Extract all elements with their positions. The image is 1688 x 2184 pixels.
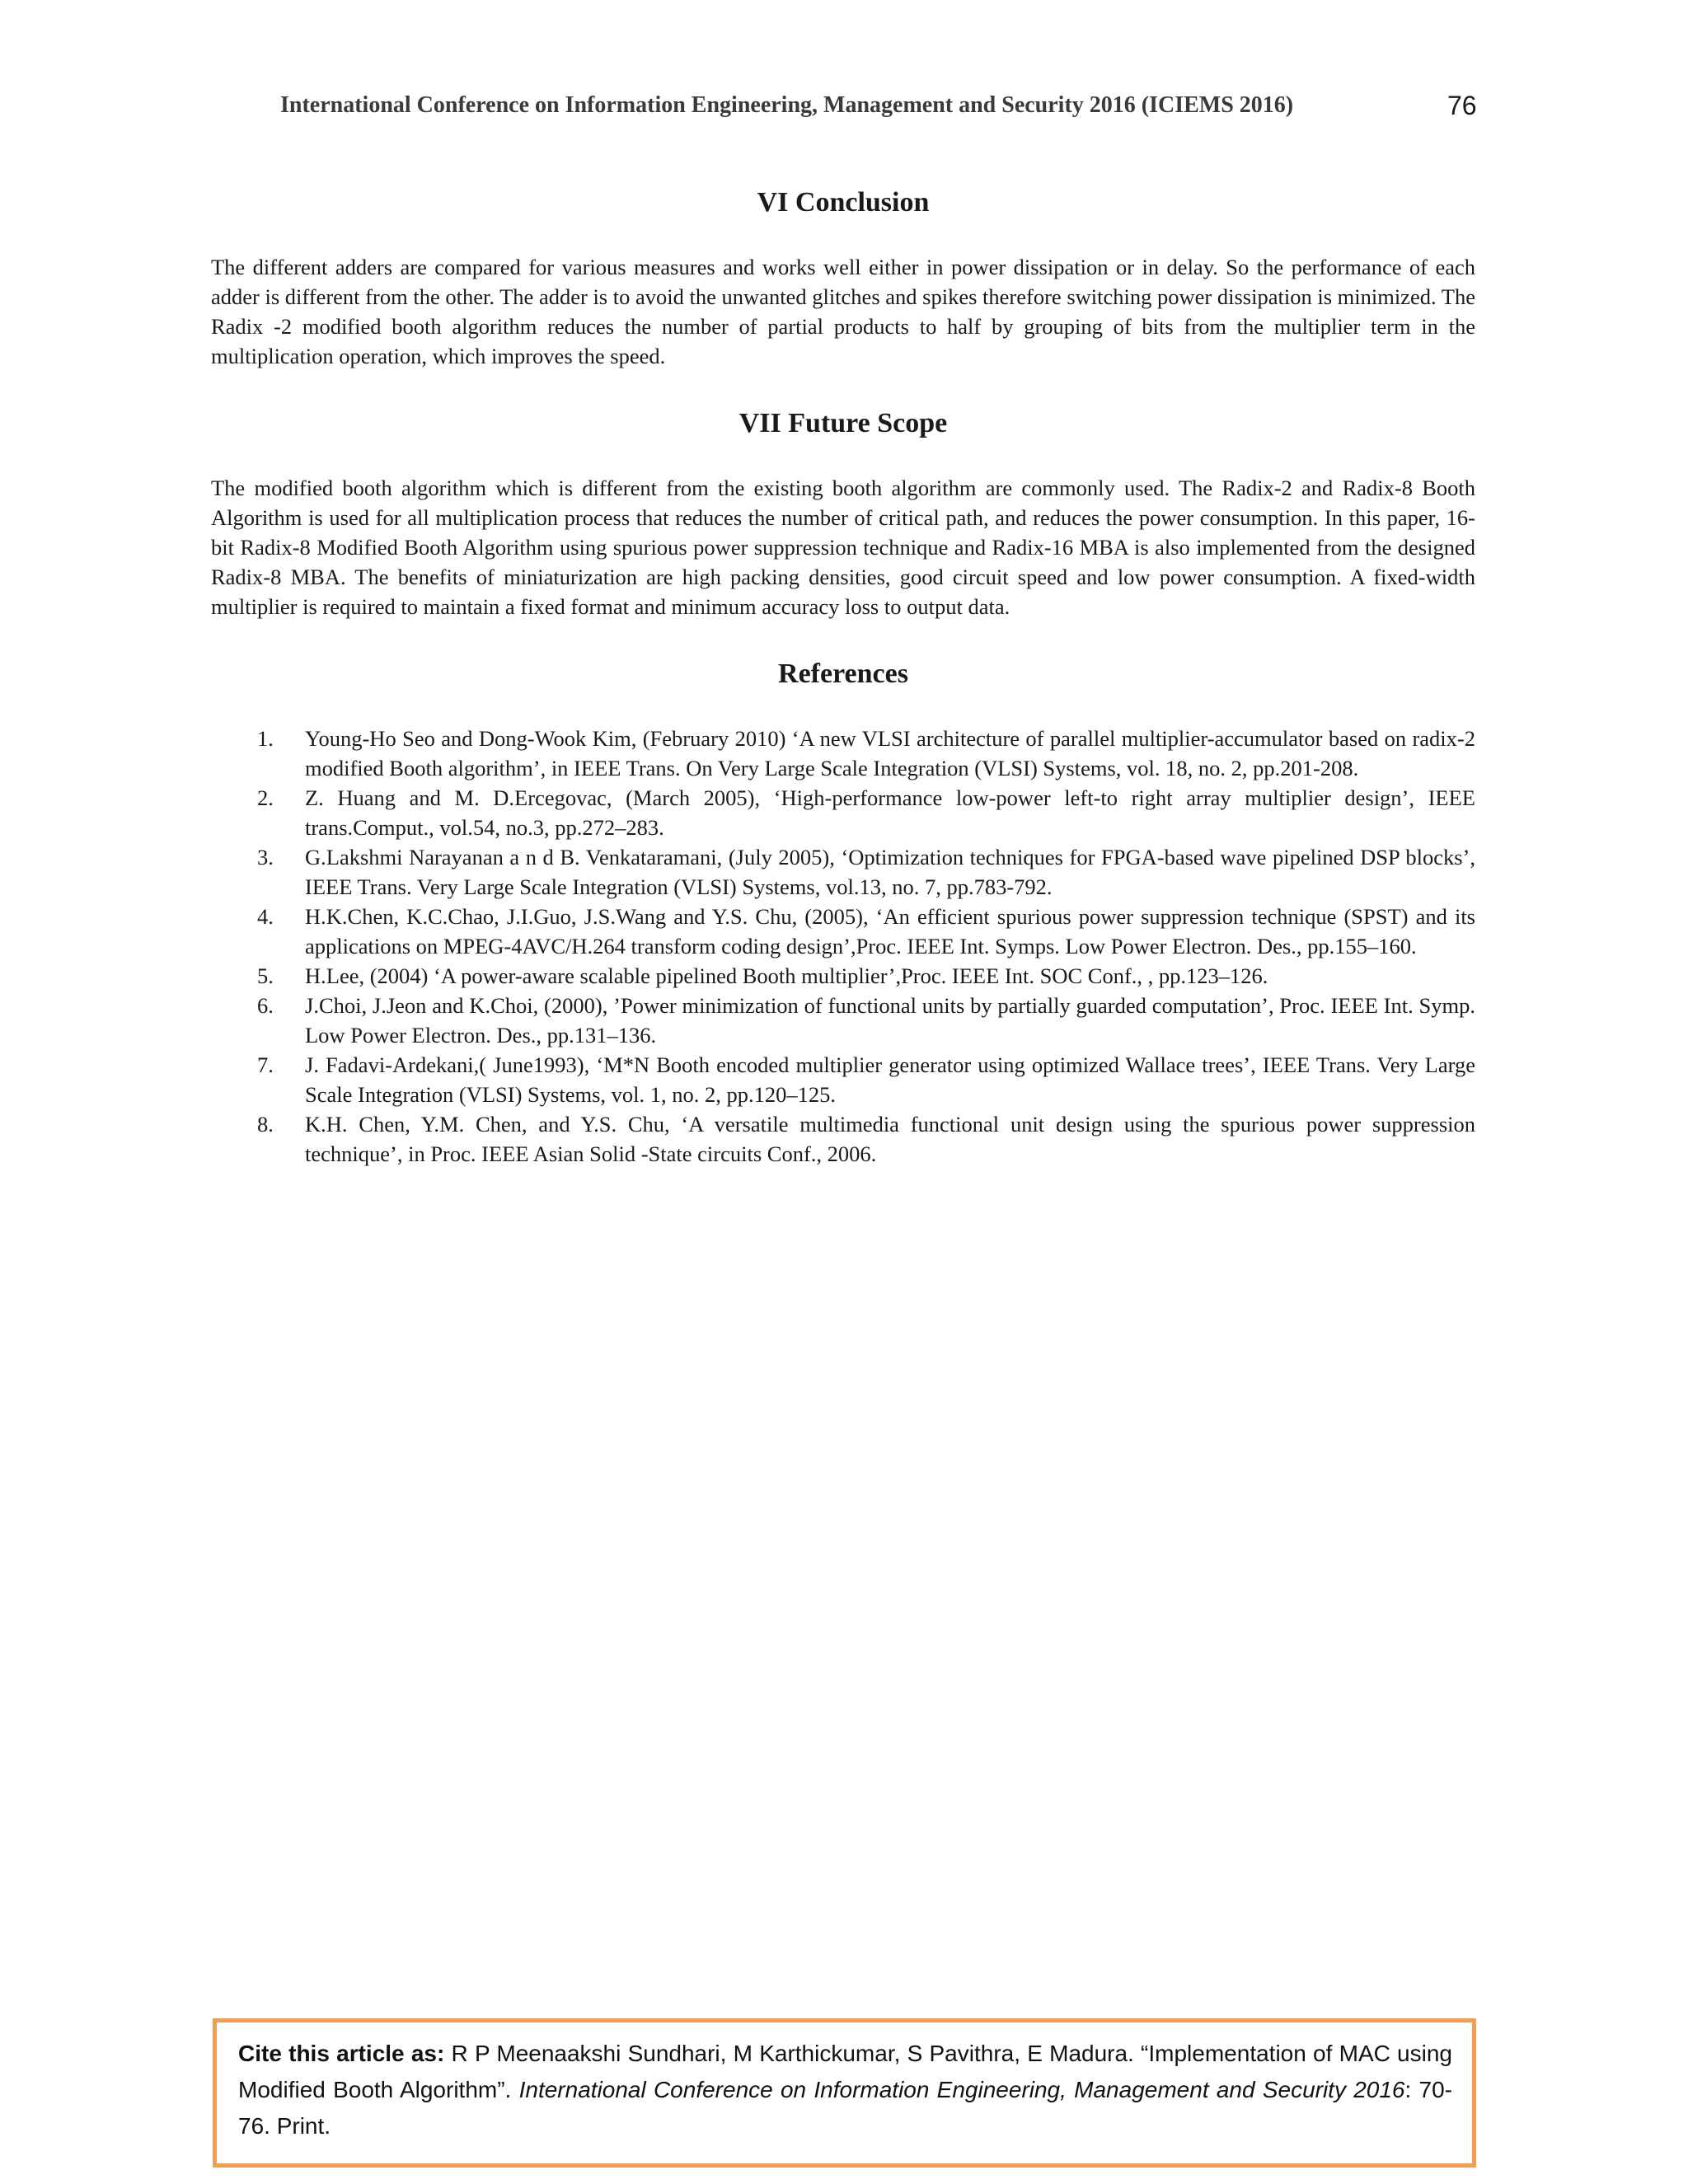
section-title-conclusion: VI Conclusion [757,187,930,218]
reference-number: 2. [257,785,274,810]
reference-list [211,724,1475,1169]
conclusion-paragraph: The different adders are compared for various measures and works well either in power dissipation or in delay. So the performance of each adder is different from the other. The adder is to avoid the unwanted glitches and spikes therefore switching power dissipation is minimized. The Radix -2 modified booth algorithm reduces the number of partial products to half by grouping of bits from the multiplier term in the multiplication operation, which improves the speed. [211,255,1475,368]
citation-authors-title: R P Meenaakshi Sundhari, M Karthickumar, S Pavithra, E Madura. “Implementation of MAC using Modified Booth Algorithm”. [238,2041,1452,2102]
section-title-references: References [778,658,908,689]
reference-item-5 [211,961,1475,991]
reference-text: G.Lakshmi Narayanan a n d B. Venkataramani, (July 2005), ‘Optimization techniques for FPGA-based wave pipelined DSP blocks’, IEEE Trans. Very Large Scale Integration (VLSI) Systems, vol.13, no. 7, pp.783-792. [305,845,1475,899]
running-header: International Conference on Information Engineering, Management and Security 2016 (ICIEMS 2016) [280,92,1294,118]
reference-item-2 [211,783,1475,842]
citation-venue: International Conference on Information Engineering, Management and Security 2016 [518,2077,1405,2102]
future-scope-paragraph: The modified booth algorithm which is different from the existing booth algorithm are commonly used. The Radix-2 and Radix-8 Booth Algorithm is used for all multiplication process that reduces the number of critical path, and reduces the power consumption. In this paper, 16- bit Radix-8 Modified Booth Algorithm using spurious power suppression technique and Radix-16 MBA is also implemented from the designed Radix-8 MBA. The benefits of miniaturization are high packing densities, good circuit speed and low power consumption. A fixed-width multiplier is required to maintain a fixed format and minimum accuracy loss to output data. [211,476,1475,619]
reference-text: H.Lee, (2004) ‘A power-aware scalable pipelined Booth multiplier’,Proc. IEEE Int. SOC Conf., , pp.123–126. [305,963,1268,988]
citation-box [213,2018,1476,2168]
reference-item-8 [211,1109,1475,1169]
section-title-future-scope: VII Future Scope [738,408,948,438]
reference-number: 1. [257,726,274,751]
reference-text: J.Choi, J.Jeon and K.Choi, (2000), ’Power minimization of functional units by partially guarded computation’, Proc. IEEE Int. Symp. Low Power Electron. Des., pp.131–136. [305,993,1475,1047]
reference-text: Young-Ho Seo and Dong-Wook Kim, (February 2010) ‘A new VLSI architecture of parallel multiplier-accumulator based on radix-2 modified Booth algorithm’, in IEEE Trans. On Very Large Scale Integration (VLSI) Systems, vol. 18, no. 2, pp.201-208. [305,726,1475,780]
reference-number: 8. [257,1112,274,1137]
reference-item-6 [211,991,1475,1050]
reference-item-3 [211,842,1475,902]
reference-item-4 [211,902,1475,961]
reference-text: K.H. Chen, Y.M. Chen, and Y.S. Chu, ‘A versatile multimedia functional unit design using the spurious power suppression technique’, in Proc. IEEE Asian Solid -State circuits Conf., 2006. [305,1112,1475,1166]
main-content [211,181,1475,1169]
reference-number: 7. [257,1052,274,1077]
reference-number: 6. [257,993,274,1018]
reference-text: J. Fadavi-Ardekani,( June1993), ‘M*N Booth encoded multiplier generator using optimized Wallace trees’, IEEE Trans. Very Large Scale Integration (VLSI) Systems, vol. 1, no. 2, pp.120–125. [305,1052,1475,1107]
reference-text: Z. Huang and M. D.Ercegovac, (March 2005), ‘High-performance low-power left-to right array multiplier design’, IEEE trans.Comput., vol.54, no.3, pp.272–283. [305,785,1475,840]
page-number: 76 [1447,91,1477,120]
reference-number: 4. [257,904,274,929]
reference-item-1 [211,724,1475,783]
citation-label: Cite this article as: [238,2041,445,2066]
reference-item-7 [211,1050,1475,1109]
reference-number: 5. [257,963,274,988]
citation-pages: : 70-76. Print. [238,2077,1452,2139]
reference-number: 3. [257,845,274,869]
reference-text: H.K.Chen, K.C.Chao, J.I.Guo, J.S.Wang and Y.S. Chu, (2005), ‘An efficient spurious power suppression technique (SPST) and its applications on MPEG-4AVC/H.264 transform coding design’,Proc. IEEE Int. Symps. Low Power Electron. Des., pp.155–160. [305,904,1475,958]
